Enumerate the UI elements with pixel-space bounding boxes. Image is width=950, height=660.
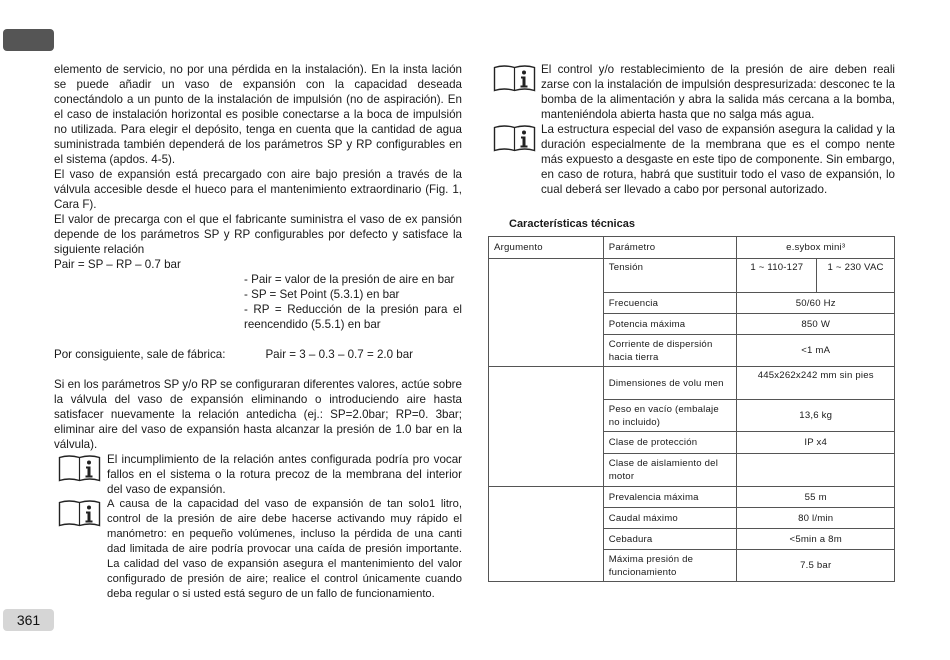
info-note	[54, 497, 462, 602]
param-value: 1 ~ 230 VAC	[817, 259, 895, 293]
param-label: Prevalencia máxima	[603, 487, 737, 508]
param-value: 445x262x242 mm sin pies	[737, 367, 895, 400]
info-note	[541, 62, 895, 122]
factory-value: Pair = 3 – 0.3 – 0.7 = 2.0 bar	[265, 348, 414, 361]
param-label: Potencia máxima	[603, 314, 737, 335]
table-row	[489, 487, 895, 508]
param-value: <1 mA	[737, 335, 895, 367]
param-value: 55 m	[737, 487, 895, 508]
param-label: Dimensiones de volu men	[603, 367, 737, 400]
param-label: Clase de protección	[603, 432, 737, 454]
param-label: Corriente de dispersión hacia tierra	[603, 335, 737, 367]
paragraph: elemento de servicio, no por una pérdida en la instalación). En la insta lación se puede añadir un vaso de expansión con la capacidad deseada conectándolo a un punto de la instalación de impulsión (no de aspiración). En el caso de instalación horizontal es posible conectarse a la boca de impulsión no utilizada. Para elegir el depósito, tenga en cuenta que la cantidad de agua suministrada también dependerá de los parámetros SP y RP configurables en el sistema (apdos. 4-5).	[54, 63, 462, 166]
factory-label: Por consiguiente, sale de fábrica:	[54, 348, 226, 361]
note-text: El control y/o restablecimiento de la presión de aire deben reali zarse con la instalación de impulsión despresurizada: desconec te la bomba de la alimentación y abra la salida más cercana a la bomba, manteniéndola abierta hasta que no salga más agua.	[541, 63, 895, 121]
paragraph: El vaso de expansión está precargado con aire bajo presión a través de la válvula accesible desde el hueco para el mantenimiento extraordinario (Fig. 1, Cara F).	[54, 168, 462, 211]
manual-info-icon	[493, 124, 536, 152]
note-text: La estructura especial del vaso de expansión asegura la calidad y la duración especialmente de la membrana que es el compo nente más expuesto a desgaste en este tipo de componente. Sin embargo, en caso de rotura, habrá que sustituir todo el vaso de expansión, lo cual deberá ser llevado a cabo por personal autorizado.	[541, 123, 895, 196]
paragraph: Si en los parámetros SP y/o RP se configuraran diferentes valores, actúe sobre la válvula del vaso de expansión eliminando o introduciendo aire hasta satisfacer nuevamente la relación antedicha (ej.: SP=2.0bar; RP=0. 3bar; eliminar aire del vaso de expansión hasta alcanzar la presión de 1.0 bar en la válvula).	[54, 378, 462, 451]
header-parameter: Parámetro	[603, 237, 737, 259]
chapter-tab	[3, 29, 54, 51]
manual-info-icon	[493, 64, 536, 92]
argument-cell	[489, 259, 604, 367]
param-value: 80 l/min	[737, 508, 895, 529]
formula: Pair = SP – RP – 0.7 bar	[54, 258, 181, 271]
info-note	[541, 122, 895, 197]
header-argument: Argumento	[489, 237, 604, 259]
table-header-row	[489, 237, 895, 259]
legend-line: - SP = Set Point (5.3.1) en bar	[244, 288, 400, 301]
param-value: 50/60 Hz	[737, 293, 895, 314]
formula-legend	[54, 272, 462, 332]
left-column	[54, 62, 462, 602]
param-label: Caudal máximo	[603, 508, 737, 529]
param-label: Máxima presión de funcionamiento	[603, 550, 737, 582]
param-label: Tensión	[603, 259, 737, 293]
info-note	[54, 452, 462, 497]
spec-table	[488, 236, 895, 582]
note-text: A causa de la capacidad del vaso de expansión de tan solo1 litro, control de la presión de aire debe hacerse activando muy rápido el manómetro: en pequeño volúmenes, incluso la pérdida de una canti dad limitada de aire podría provocar una caída de presión importante. La calidad del vaso de expansión asegura el mantenimiento del valor configurado de presión de aire; realice el control únicamente cuando deba regular o si usted está seguro de un fallo de funcionamiento.	[107, 498, 462, 600]
param-value: 850 W	[737, 314, 895, 335]
param-value: 13,6 kg	[737, 400, 895, 432]
manual-info-icon	[58, 454, 101, 482]
param-value: 7.5 bar	[737, 550, 895, 582]
table-row	[489, 259, 895, 293]
param-label: Frecuencia	[603, 293, 737, 314]
paragraph: El valor de precarga con el que el fabricante suministra el vaso de ex pansión depende de los parámetros SP y RP configurables por defecto y satisface la siguiente relación	[54, 213, 462, 256]
param-label: Peso en vacío (embalaje no incluido)	[603, 400, 737, 432]
param-value: IP x4	[737, 432, 895, 454]
page-number: 361	[3, 609, 54, 631]
param-value: <5min a 8m	[737, 529, 895, 550]
argument-cell	[489, 367, 604, 487]
right-column	[541, 62, 895, 197]
param-value	[737, 454, 895, 487]
header-model: e.sybox mini³	[737, 237, 895, 259]
factory-setting	[54, 347, 462, 362]
param-label: Cebadura	[603, 529, 737, 550]
param-value: 1 ~ 110-127	[737, 259, 817, 293]
manual-info-icon	[58, 499, 101, 527]
legend-line: - RP = Reducción de la presión para el reencendido (5.5.1) en bar	[244, 303, 462, 331]
note-text: El incumplimiento de la relación antes configurada podría pro vocar fallos en el sistema o la rotura precoz de la membrana del interior del vaso de expansión.	[107, 453, 462, 496]
argument-cell	[489, 487, 604, 582]
table-row	[489, 367, 895, 400]
section-title: Características técnicas	[509, 218, 635, 230]
legend-line: - Pair = valor de la presión de aire en bar	[244, 273, 455, 286]
param-label: Clase de aislamiento del motor	[603, 454, 737, 487]
